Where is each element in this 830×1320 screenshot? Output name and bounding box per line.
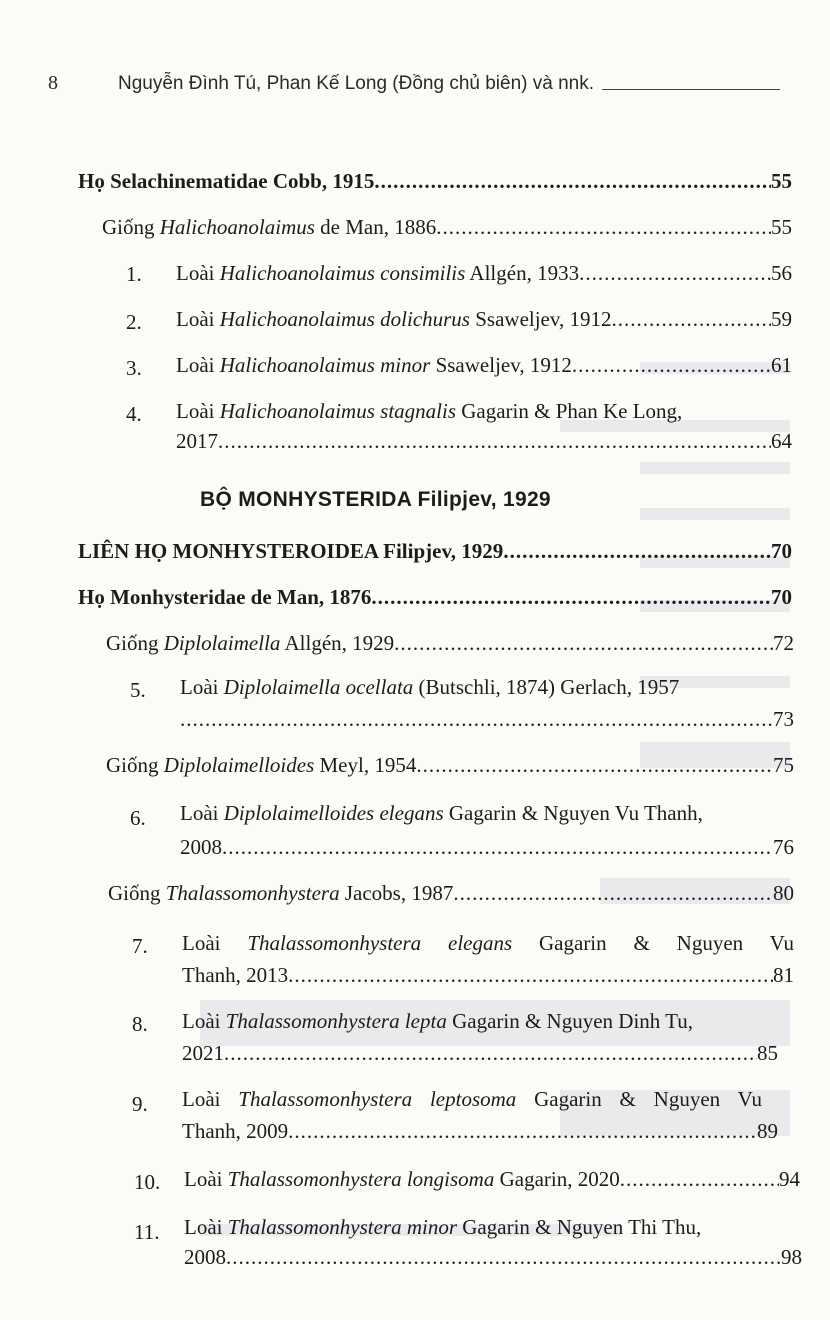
- toc-entry-species-line1: [180, 800, 703, 826]
- toc-leader: [374, 168, 771, 194]
- toc-leader: [288, 1118, 757, 1144]
- toc-entry-prefix: Giống: [106, 631, 164, 655]
- toc-entry-prefix: Loài: [176, 307, 220, 331]
- toc-entry-species: [176, 260, 792, 286]
- toc-entry-continuation: 2021: [182, 1041, 224, 1065]
- toc-item-number: 6.: [130, 806, 146, 830]
- toc-entry-page: 70: [771, 539, 792, 563]
- toc-entry-species-line2: [182, 1118, 778, 1144]
- toc-entry-species-line2: [182, 962, 794, 988]
- toc-entry-prefix: Loài: [180, 801, 224, 825]
- toc-entry-species-line1: [184, 1214, 701, 1240]
- toc-entry-label: Họ Selachinematidae Cobb, 1915: [78, 169, 375, 193]
- toc-leader: [612, 306, 771, 332]
- toc-entry-prefix: Giống: [106, 753, 164, 777]
- toc-leader: [226, 1244, 781, 1270]
- toc-entry-species-line1: [182, 930, 794, 956]
- toc-leader: [288, 962, 773, 988]
- toc-entry-page: 80: [773, 881, 794, 905]
- toc-entry-prefix: Giống: [102, 215, 160, 239]
- toc-entry-taxon: Halichoanolaimus consimilis: [219, 261, 466, 285]
- toc-leader: [503, 538, 771, 564]
- toc-entry-prefix: Loài: [176, 399, 220, 423]
- toc-entry-taxon: Thalassomonhystera lepta: [225, 1009, 447, 1033]
- toc-entry-suffix: Gagarin & Nguyen Vu: [512, 931, 795, 955]
- toc-entry-page: 72: [773, 631, 794, 655]
- toc-entry-species-line2: [176, 428, 792, 454]
- toc-entry-prefix: Loài: [184, 1215, 228, 1239]
- toc-entry-species-line2: [182, 1040, 778, 1066]
- toc-leader: [218, 428, 771, 454]
- toc-entry-page: 76: [773, 835, 794, 859]
- toc-item-number: 3.: [126, 356, 142, 380]
- page-number: 8: [48, 72, 58, 94]
- toc-leader: [394, 630, 773, 656]
- toc-entry-page: 70: [771, 585, 792, 609]
- toc-entry-taxon: Thalassomonhystera minor: [227, 1215, 458, 1239]
- toc-leader: [371, 584, 771, 610]
- toc-entry-page: 98: [781, 1245, 802, 1269]
- toc-entry-species-line2: [180, 706, 794, 732]
- toc-entry-suffix: Gagarin & Nguyen Dinh Tu,: [446, 1009, 693, 1033]
- toc-item-number: 10.: [134, 1170, 161, 1194]
- toc-entry-page: 85: [757, 1041, 778, 1065]
- toc-entry-continuation: 2008: [184, 1245, 226, 1269]
- toc-entry-page: 55: [771, 169, 792, 193]
- toc-entry-page: 56: [771, 261, 792, 285]
- toc-leader: [224, 1040, 757, 1066]
- toc-entry-page: 89: [757, 1119, 778, 1143]
- toc-entry-species: [176, 352, 792, 378]
- toc-leader: [180, 706, 773, 732]
- toc-entry-suffix: Gagarin, 2020: [494, 1167, 620, 1191]
- toc-entry-taxon: Halichoanolaimus: [159, 215, 315, 239]
- toc-entry-taxon: Thalassomonhystera leptosoma: [238, 1087, 517, 1111]
- toc-entry-label: Họ Monhysteridae de Man, 1876: [78, 585, 372, 609]
- toc-entry-genus-diplolaimella: [106, 630, 794, 656]
- toc-item-number: 4.: [126, 402, 142, 426]
- toc-entry-species-line2: [184, 1244, 802, 1270]
- toc-leader: [453, 880, 773, 906]
- toc-item-number: 1.: [126, 262, 142, 286]
- toc-entry-label: LIÊN HỌ MONHYSTEROIDEA Filipjev, 1929: [78, 539, 504, 563]
- running-header: [48, 72, 788, 95]
- toc-entry-genus-thalassomonhystera: [108, 880, 794, 906]
- toc-entry-species-line1: [182, 1086, 762, 1112]
- toc-entry-continuation: 2017: [176, 429, 218, 453]
- toc-entry-suffix: Ssaweljev, 1912: [469, 307, 612, 331]
- toc-entry-continuation: Thanh, 2009: [182, 1119, 289, 1143]
- toc-leader: [416, 752, 773, 778]
- toc-entry-taxon: Thalassomonhystera elegans: [247, 931, 513, 955]
- toc-entry-suffix: (Butschli, 1874) Gerlach, 1957: [413, 675, 680, 699]
- toc-entry-prefix: Loài: [182, 1009, 226, 1033]
- toc-entry-species-line1: [180, 674, 679, 700]
- running-header-authors: Nguyễn Đình Tú, Phan Kế Long (Đồng chủ biên) và nnk.: [118, 73, 595, 94]
- toc-entry-prefix: Loài: [182, 931, 248, 955]
- toc-item-number: 9.: [132, 1092, 148, 1116]
- toc-entry-suffix: de Man, 1886: [314, 215, 437, 239]
- toc-entry-page: 55: [771, 215, 792, 239]
- toc-entry-taxon: Diplolaimelloides elegans: [223, 801, 444, 825]
- toc-leader: [579, 260, 771, 286]
- toc-entry-taxon: Diplolaimelloides: [163, 753, 315, 777]
- toc-entry-species: [176, 306, 792, 332]
- toc-entry-taxon: Thalassomonhystera longisoma: [227, 1167, 495, 1191]
- toc-entry-page: 75: [773, 753, 794, 777]
- toc-entry-prefix: Loài: [180, 675, 224, 699]
- toc-item-number: 2.: [126, 310, 142, 334]
- toc-entry-page: 64: [771, 429, 792, 453]
- toc-entry-genus-diplolaimelloides: [106, 752, 794, 778]
- toc-entry-species-line2: [180, 834, 794, 860]
- toc-entry-taxon: Thalassomonhystera: [165, 881, 340, 905]
- toc-leader: [222, 834, 773, 860]
- toc-leader: [572, 352, 771, 378]
- toc-leader: [620, 1166, 779, 1192]
- toc-entry-suffix: Gagarin & Phan Ke Long,: [456, 399, 683, 423]
- toc-entry-prefix: Loài: [176, 353, 220, 377]
- toc-entry-genus-halichoanolaimus: [102, 214, 792, 240]
- toc-entry-page: 73: [773, 707, 794, 731]
- toc-item-number: 5.: [130, 678, 146, 702]
- toc-entry-page: 59: [771, 307, 792, 331]
- toc-entry-page: 81: [773, 963, 794, 987]
- order-heading: BỘ MONHYSTERIDA Filipjev, 1929: [200, 488, 551, 511]
- toc-entry-suffix: Gagarin & Nguyen Vu Thanh,: [443, 801, 703, 825]
- toc-entry-species-line1: [176, 398, 682, 424]
- toc-entry-superfamily: [78, 538, 792, 564]
- toc-entry-species-line1: [182, 1008, 693, 1034]
- toc-entry-continuation: 2008: [180, 835, 222, 859]
- toc-entry-continuation: Thanh, 2013: [182, 963, 289, 987]
- toc-entry-species: [184, 1166, 800, 1192]
- toc-entry-page: 94: [779, 1167, 800, 1191]
- toc-entry-suffix: Gagarin & Nguyen Vu: [516, 1087, 762, 1111]
- toc-entry-taxon: Diplolaimella ocellata: [223, 675, 414, 699]
- toc-entry-suffix: Allgén, 1933: [465, 261, 580, 285]
- toc-entry-prefix: Loài: [184, 1167, 228, 1191]
- toc-entry-family-monhysteridae: [78, 584, 792, 610]
- toc-entry-suffix: Jacobs, 1987: [339, 881, 454, 905]
- toc-item-number: 7.: [132, 934, 148, 958]
- toc-entry-page: 61: [771, 353, 792, 377]
- toc-entry-suffix: Meyl, 1954: [314, 753, 417, 777]
- toc-entry-suffix: Ssaweljev, 1912: [430, 353, 572, 377]
- toc-entry-prefix: Loài: [182, 1087, 239, 1111]
- toc-item-number: 8.: [132, 1012, 148, 1036]
- toc-entry-taxon: Halichoanolaimus stagnalis: [219, 399, 456, 423]
- toc-leader: [436, 214, 771, 240]
- toc-entry-prefix: Loài: [176, 261, 220, 285]
- toc-entry-taxon: Halichoanolaimus minor: [219, 353, 431, 377]
- toc-entry-suffix: Allgén, 1929: [280, 631, 395, 655]
- toc-entry-family-selachinematidae: [78, 168, 792, 194]
- toc-entry-prefix: Giống: [108, 881, 166, 905]
- toc-entry-suffix: Gagarin & Nguyen Thi Thu,: [457, 1215, 702, 1239]
- toc-item-number: 11.: [134, 1220, 160, 1244]
- header-rule: [602, 89, 780, 90]
- toc-entry-taxon: Diplolaimella: [163, 631, 281, 655]
- toc-entry-taxon: Halichoanolaimus dolichurus: [219, 307, 470, 331]
